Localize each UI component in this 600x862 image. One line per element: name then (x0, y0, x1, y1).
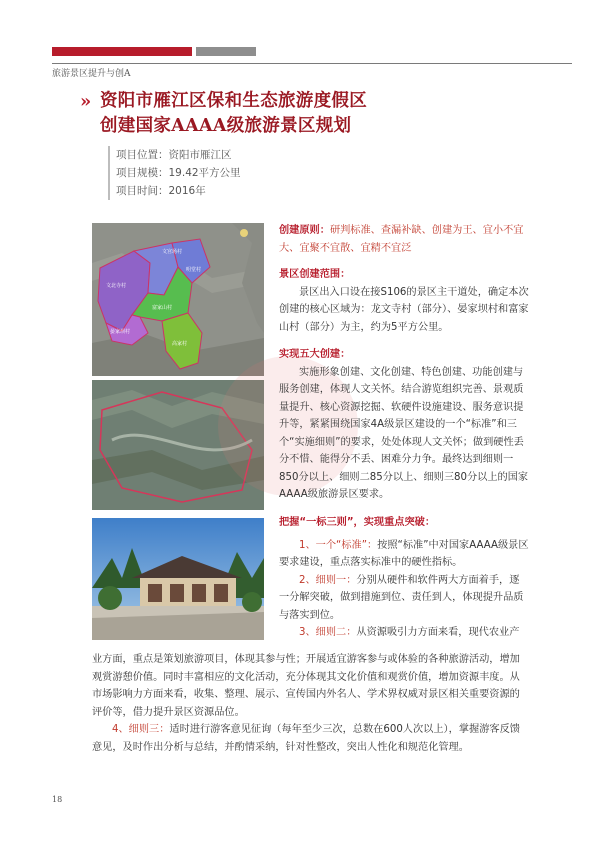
map-label-yanjiaba: 晏家坝村 (110, 329, 131, 335)
map-label-wengong: 文宫场村 (162, 249, 183, 255)
map-label-mingtang: 明堂村 (186, 267, 202, 273)
village-map-image (92, 223, 264, 376)
page-number: 18 (52, 795, 63, 804)
page-title (80, 89, 367, 139)
grasp-item-3-body-a: 从资源吸引力方面来看，现代农业产 (356, 627, 520, 638)
header-accent-bar-red (52, 47, 192, 56)
grasp-item-3-continued (92, 651, 530, 756)
grasp-item-1 (279, 537, 529, 572)
building-photo (92, 518, 264, 640)
principle-body: 研判标准、查漏补缺、创建为王、宜小不宜大、宜聚不宜散、宜精不宜泛 (279, 225, 524, 254)
title-line-1: 资阳市雁江区保和生态旅游度假区 (100, 91, 367, 111)
section-label: 旅游景区提升与创A (52, 69, 131, 79)
grasp-block (279, 514, 529, 642)
scope-block (279, 266, 529, 336)
grasp-item-3-body-b: 业方面，重点是策划旅游项目，体现其参与性；开展适宜游客参与或体验的各种旅游活动，增加观赏游憩价值。同时丰富相应的文化活动，充分体现其文化价值和观赏价值，增加资源丰度。从市场影响力方面来看，收集、整理、展示、宣传国内外名人、学术界权威对景区相关重要资源的评价等，借力提升景区资源品位。 (92, 654, 520, 718)
principle-heading: 创建原则： (279, 225, 330, 236)
grasp-item-1-label: 1、一个“标准”： (299, 539, 378, 551)
map-label-wenbei: 文北寺村 (106, 283, 127, 289)
grasp-item-2-label: 2、细则一： (299, 574, 357, 586)
map-label-fujiashan: 富家山村 (152, 305, 173, 311)
map-label-gaojia: 高家村 (172, 341, 188, 347)
project-info (108, 146, 241, 200)
grasp-item-4-label: 4、细则三： (112, 724, 170, 735)
scope-body: 景区出入口设在接S106的景区主干道处，确定本次创建的核心区域为：龙文寺村（部分）、晏家坝村和富家山村（部分）为主，约为5平方公里。 (279, 286, 529, 333)
five-body: 实施形象创建、文化创建、特色创建、功能创建与服务创建，体现人文关怀。结合游览组织完善、景观质量提升、核心资源挖掘、软硬件设施建设、服务意识提升等，紧紧围绕国家4A级景区建设的一个“标准”和三个“实施细则”的要求，处处体现人文关怀；做到硬性丢分不惜、能得分不丢、困难分力争。最终达到细则一850分以上、细则二85分以上、细则三80分以上的国家AAAA级旅游景区要求。 (279, 366, 529, 500)
header-accent-bar-gray (196, 47, 256, 56)
principle-block (279, 222, 529, 257)
five-heading: 实现五大创建： (279, 349, 351, 360)
title-line-2: 创建国家AAAA级旅游景区规划 (100, 116, 352, 136)
grasp-item-2-body: 分别从硬件和软件两大方面着手，逐一分解突破，做到措施到位、责任到人，体现提升品质与落实到位。 (279, 574, 524, 621)
grasp-item-3-head (279, 624, 529, 642)
grasp-item-4-body: 适时进行游客意见征询（每年至少三次，总数在600人次以上），掌握游客反馈意见，及时作出分析与总结，并酌情采纳，针对性整改，突出人性化和规范化管理。 (92, 724, 520, 753)
grasp-item-3-label: 3、细则二： (299, 627, 357, 638)
grasp-item-2 (279, 572, 529, 625)
grasp-heading: 把握“一标三则”，实现重点突破： (279, 517, 436, 528)
grasp-item-4 (92, 721, 530, 756)
scope-heading: 景区创建范围： (279, 269, 351, 280)
five-block (279, 346, 529, 504)
project-scale: 项目规模：19.42平方公里 (116, 167, 241, 179)
project-time: 项目时间：2016年 (116, 185, 206, 197)
grasp-item-1-body: 按照“标准”中对国家AAAA级景区要求建设，重点落实标准中的硬性指标。 (279, 539, 529, 568)
header-rule (52, 63, 572, 64)
project-location: 项目位置：资阳市雁江区 (116, 149, 232, 161)
double-chevron-icon: » (80, 91, 92, 112)
